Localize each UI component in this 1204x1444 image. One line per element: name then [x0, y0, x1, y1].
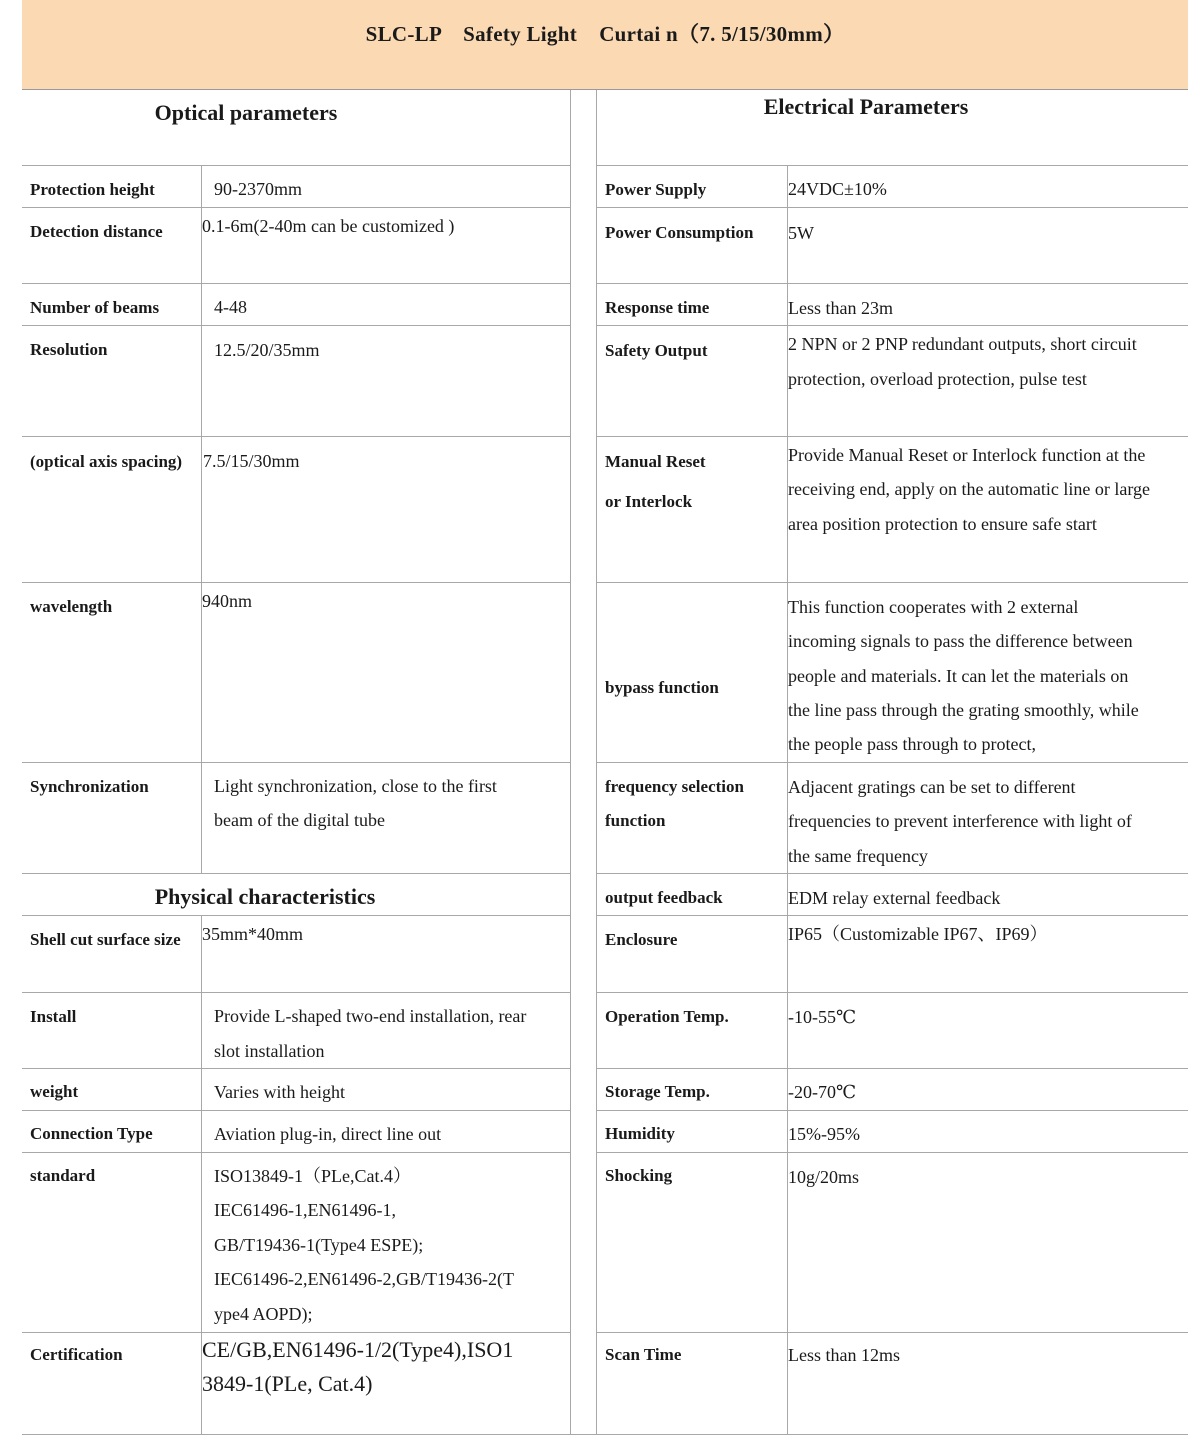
row-label: Enclosure — [605, 930, 678, 949]
row-label: Number of beams — [30, 298, 160, 317]
row-value: 940nm — [202, 591, 253, 611]
row-value: 15%-95% — [788, 1124, 860, 1144]
physical-characteristics-heading: Physical characteristics — [154, 884, 376, 909]
row-value-line: the people pass through to protect, — [788, 734, 1036, 754]
row-value: Less than 23m — [788, 298, 893, 318]
row-value-line: CE/GB,EN61496-1/2(Type4),ISO1 — [202, 1337, 514, 1362]
row-value: 0.1-6m(2-40m can be customized ) — [202, 216, 455, 236]
row-label: bypass function — [605, 678, 719, 697]
row-value-line: Light synchronization, close to the first — [214, 776, 497, 796]
row-value: 35mm*40mm — [202, 924, 304, 944]
row-value-line: GB/T19436-1(Type4 ESPE); — [214, 1235, 424, 1255]
row-label: Power Consumption — [605, 223, 754, 242]
row-value: 24VDC±10% — [788, 179, 887, 199]
row-value: 10g/20ms — [788, 1167, 860, 1187]
row-value: Varies with height — [214, 1082, 345, 1102]
row-label: standard — [30, 1166, 96, 1185]
row-value-line: protection, overload protection, pulse test — [788, 369, 1087, 389]
row-value-line: 3849-1(PLe, Cat.4) — [202, 1371, 373, 1396]
row-label-line: Manual Reset — [605, 452, 706, 471]
row-label: Humidity — [605, 1124, 675, 1143]
row-value: 12.5/20/35mm — [214, 340, 320, 360]
optical-parameters-heading: Optical parameters — [154, 100, 338, 125]
document-title: SLC-LP Safety Light Curtai n（7. 5/15/30mm） — [365, 22, 845, 46]
row-label: Protection height — [30, 180, 155, 199]
row-label: Storage Temp. — [605, 1082, 710, 1101]
row-label: Shell cut surface size — [30, 930, 181, 949]
row-label-line: frequency selection — [605, 777, 744, 796]
row-label: wavelength — [30, 597, 113, 616]
row-value-line: receiving end, apply on the automatic line or large — [788, 479, 1151, 499]
row-value-line: incoming signals to pass the difference between — [788, 631, 1133, 651]
row-value-line: This function cooperates with 2 external — [788, 597, 1079, 617]
row-value: 5W — [788, 223, 814, 243]
row-value-line: ype4 AOPD); — [214, 1304, 313, 1324]
row-value-line: area position protection to ensure safe start — [788, 514, 1097, 534]
row-value-line: 2 NPN or 2 PNP redundant outputs, short circuit — [788, 334, 1137, 354]
row-label: Resolution — [30, 340, 108, 359]
row-label: (optical axis spacing) — [30, 452, 183, 471]
row-value-line: frequencies to prevent interference with light of — [788, 811, 1132, 831]
electrical-parameters-heading: Electrical Parameters — [763, 94, 969, 119]
row-label: Connection Type — [30, 1124, 153, 1143]
row-value-line: people and materials. It can let the materials on — [788, 666, 1129, 686]
row-label: Install — [30, 1007, 77, 1026]
row-value: 7.5/15/30mm — [203, 451, 300, 471]
row-value-line: IEC61496-1,EN61496-1, — [214, 1200, 396, 1220]
row-value: 90-2370mm — [214, 179, 302, 199]
row-value-line: beam of the digital tube — [214, 810, 385, 830]
row-value-line: Provide Manual Reset or Interlock function at the — [788, 445, 1146, 465]
row-value-line: ISO13849-1（PLe,Cat.4） — [214, 1166, 411, 1186]
row-label: Detection distance — [30, 222, 163, 241]
row-value-line: the line pass through the grating smoothly, while — [788, 700, 1139, 720]
row-label: output feedback — [605, 888, 723, 907]
row-value: -20-70℃ — [788, 1082, 857, 1102]
row-value: Aviation plug-in, direct line out — [214, 1124, 442, 1144]
row-value-line: Provide L-shaped two-end installation, rear — [214, 1006, 527, 1026]
row-value-line: Adjacent gratings can be set to different — [788, 777, 1076, 797]
row-value-line: the same frequency — [788, 846, 928, 866]
row-label-line: or Interlock — [605, 492, 693, 511]
row-label-line: function — [605, 811, 666, 830]
row-label: Shocking — [605, 1166, 673, 1185]
row-label: weight — [30, 1082, 79, 1101]
row-value-line: slot installation — [214, 1041, 325, 1061]
row-label: Synchronization — [30, 777, 149, 796]
row-label: Safety Output — [605, 341, 708, 360]
row-value: Less than 12ms — [788, 1345, 900, 1365]
row-value-line: IEC61496-2,EN61496-2,GB/T19436-2(T — [214, 1269, 514, 1289]
row-value: -10-55℃ — [788, 1007, 857, 1027]
row-label: Response time — [605, 298, 710, 317]
row-label: Certification — [30, 1345, 123, 1364]
row-value: EDM relay external feedback — [788, 888, 1001, 908]
row-label: Scan Time — [605, 1345, 682, 1364]
row-label: Operation Temp. — [605, 1007, 729, 1026]
title-banner — [22, 0, 1188, 90]
row-value: IP65（Customizable IP67、IP69） — [788, 924, 1048, 944]
row-value: 4-48 — [214, 297, 247, 317]
row-label: Power Supply — [605, 180, 707, 199]
